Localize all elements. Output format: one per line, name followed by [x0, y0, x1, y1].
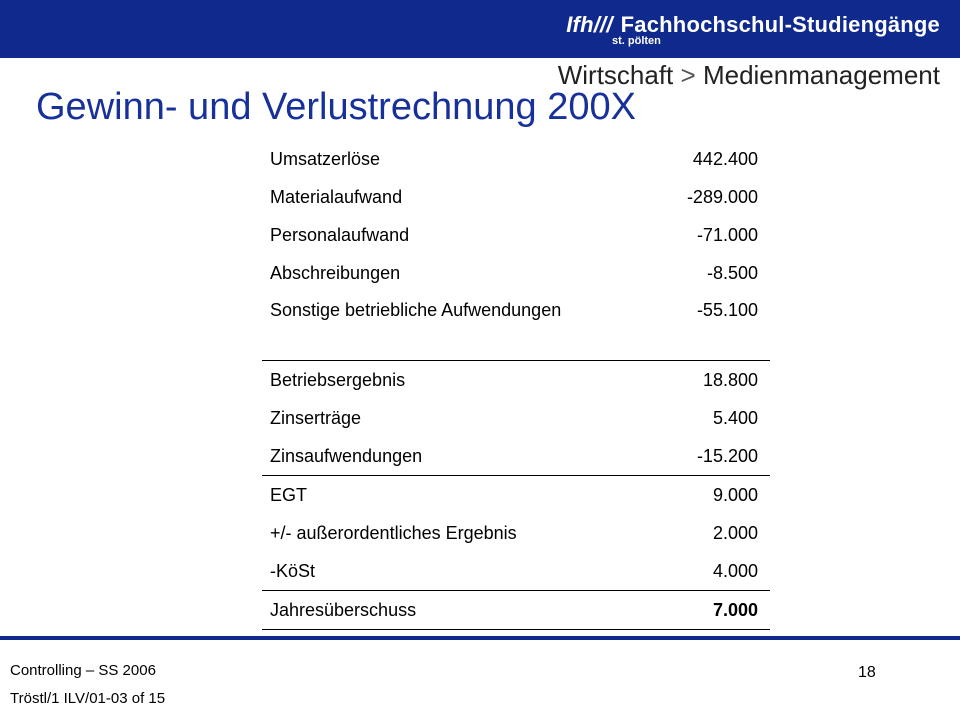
row-label: Jahresüberschuss: [262, 591, 610, 630]
footer-divider: [0, 636, 960, 640]
table-row-total: [262, 591, 770, 630]
table-row: [262, 552, 770, 591]
table-row: [262, 437, 770, 476]
footer-author: Tröstl/1 ILV/01-03 of 15: [10, 690, 166, 707]
table-row: [262, 476, 770, 515]
table-row: [262, 292, 770, 361]
department-right: Medienmanagement: [702, 60, 940, 90]
row-value: 18.800: [610, 361, 770, 400]
page-number: 18: [858, 664, 876, 681]
row-label: Betriebsergebnis: [262, 361, 610, 400]
table-row: [262, 216, 770, 254]
logo-subtitle: st. pölten: [612, 35, 661, 47]
logo-text: Fachhochschul-Studiengänge: [620, 12, 940, 37]
row-value: 5.400: [712, 408, 758, 428]
table-row: [262, 140, 770, 178]
row-label: EGT: [262, 476, 610, 515]
slide-title: Gewinn- und Verlustrechnung 200X: [36, 86, 636, 128]
row-value: 442.400: [692, 149, 758, 169]
row-label: Materialaufwand: [270, 187, 403, 207]
row-label: Personalaufwand: [270, 225, 410, 245]
table-row: [262, 361, 770, 400]
department-separator: >: [680, 60, 696, 90]
row-value: -55.100: [696, 300, 758, 320]
header-bar: [0, 0, 960, 58]
row-value: 2.000: [712, 523, 758, 543]
row-label: Umsatzerlöse: [270, 149, 381, 169]
row-value: -8.500: [706, 263, 758, 283]
row-label: -KöSt: [270, 561, 316, 581]
row-value: -71.000: [696, 225, 758, 245]
row-label: +/- außerordentliches Ergebnis: [270, 523, 517, 543]
table-row: [262, 178, 770, 216]
income-statement-table: [262, 140, 770, 630]
row-value: 9.000: [610, 476, 770, 515]
row-label: Zinserträge: [270, 408, 362, 428]
department-left: Wirtschaft: [557, 60, 674, 90]
logo-mark: Ifh///: [566, 12, 613, 37]
row-value: 4.000: [712, 561, 758, 581]
table-row: [262, 399, 770, 437]
row-value: -289.000: [686, 187, 758, 207]
row-label: Zinsaufwendungen: [270, 446, 423, 466]
table-row: [262, 514, 770, 552]
footer-course: Controlling – SS 2006: [10, 662, 156, 679]
row-value: 7.000: [610, 591, 770, 630]
row-label: Sonstige betriebliche Aufwendungen: [270, 300, 562, 320]
table-row: [262, 254, 770, 292]
row-value: -15.200: [696, 446, 758, 466]
row-label: Abschreibungen: [270, 263, 401, 283]
